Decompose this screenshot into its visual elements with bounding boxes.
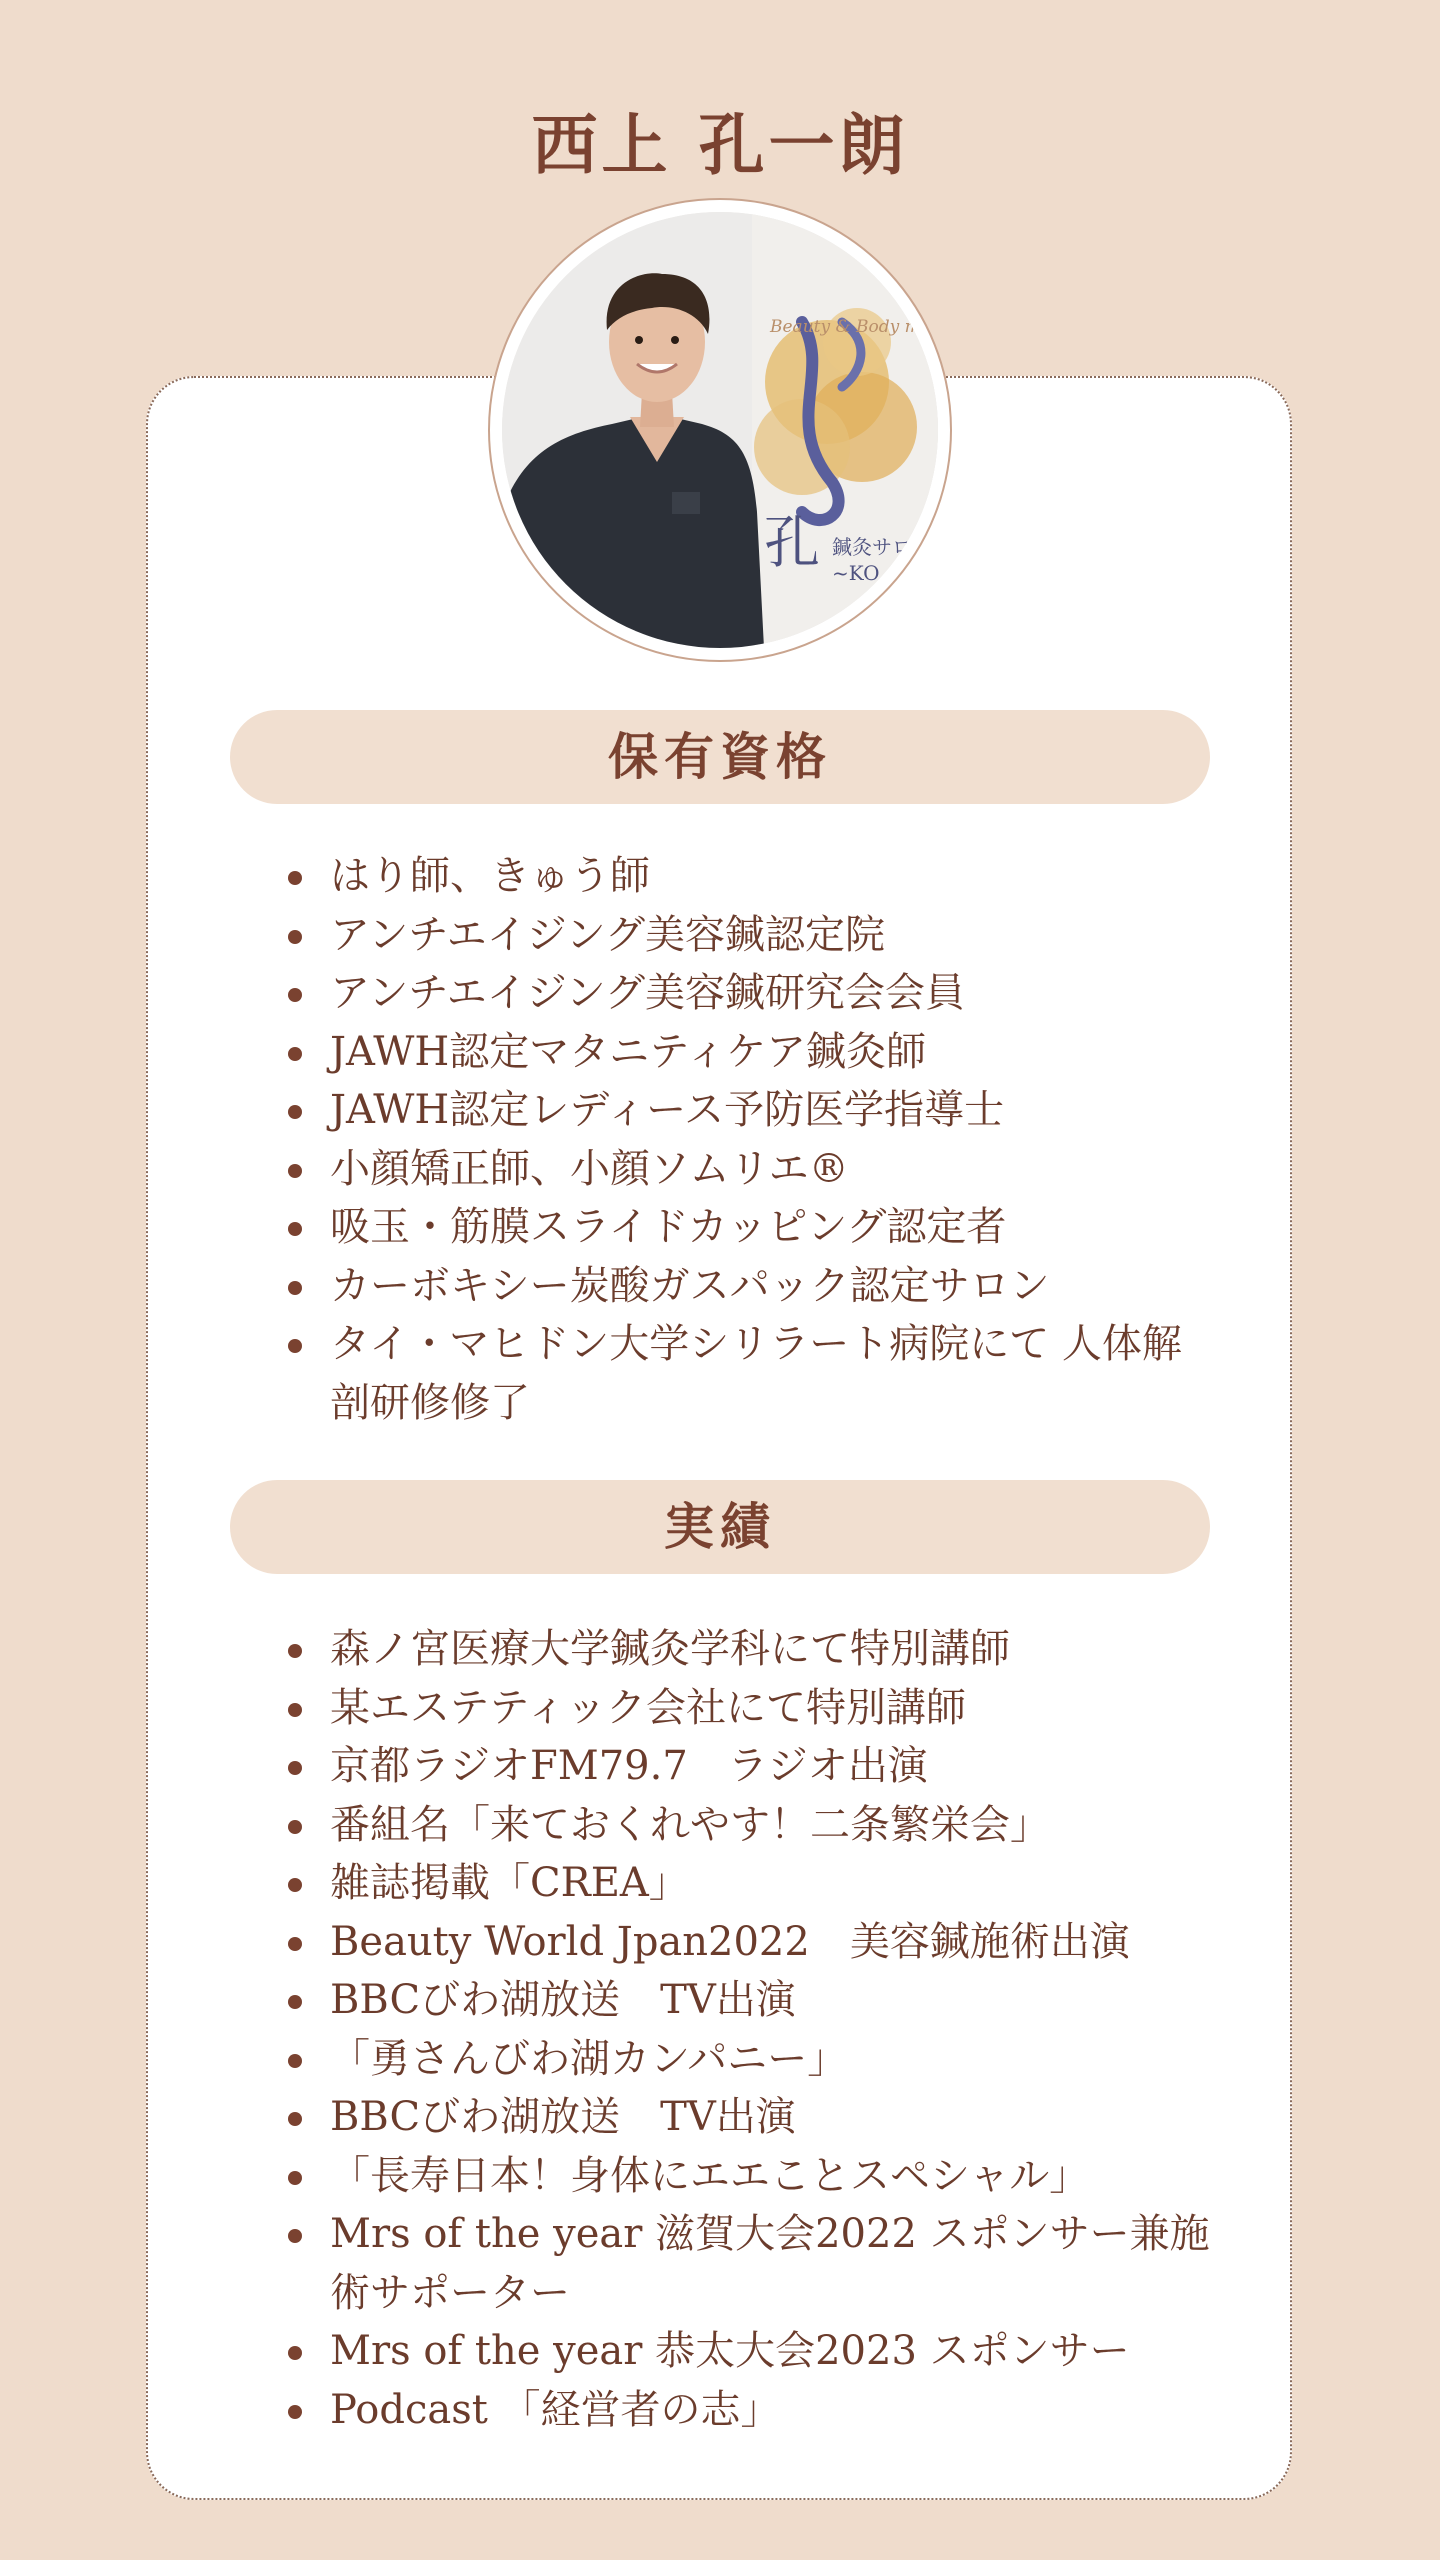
list-item: 某エステティック会社にて特別講師 xyxy=(330,1679,1210,1738)
qualifications-heading: 保有資格 xyxy=(230,710,1210,804)
achievements-heading: 実績 xyxy=(230,1480,1210,1574)
list-item: アンチエイジング美容鍼認定院 xyxy=(330,906,1210,965)
list-item: BBCびわ湖放送 TV出演 xyxy=(330,2088,1210,2147)
list-item: JAWH認定マタニティケア鍼灸師 xyxy=(330,1023,1210,1082)
list-item: タイ・マヒドン大学シリラート病院にて 人体解剖研修修了 xyxy=(330,1315,1210,1432)
list-item: 「勇さんびわ湖カンパニー」 xyxy=(330,2030,1210,2089)
list-item: BBCびわ湖放送 TV出演 xyxy=(330,1971,1210,2030)
logo-kanji: 孔 xyxy=(764,511,820,576)
logo-subtext-2: ~KO xyxy=(832,561,880,585)
page-title: 西上 孔一朗 xyxy=(531,106,909,184)
list-item: Mrs of the year 恭太大会2023 スポンサー xyxy=(330,2322,1210,2381)
list-item: Beauty World Jpan2022 美容鍼施術出演 xyxy=(330,1913,1210,1972)
list-item: 「長寿日本！身体にエエことスペシャル」 xyxy=(330,2147,1210,2206)
list-item: 京都ラジオFM79.7 ラジオ出演 xyxy=(330,1737,1210,1796)
list-item: はり師、きゅう師 xyxy=(330,847,1210,906)
list-item: Mrs of the year 滋賀大会2022 スポンサー兼施術サポーター xyxy=(330,2205,1210,2322)
list-item: カーボキシー炭酸ガスパック認定サロン xyxy=(330,1257,1210,1316)
achievements-list xyxy=(330,1620,1210,2439)
list-item: 雑誌掲載「CREA」 xyxy=(330,1854,1210,1913)
list-item: 吸玉・筋膜スライドカッピング認定者 xyxy=(330,1198,1210,1257)
list-item: Podcast 「経営者の志」 xyxy=(330,2381,1210,2440)
logo-subtext: 鍼灸サロ xyxy=(832,535,912,559)
avatar xyxy=(502,212,938,648)
logo-wordmark: Beauty & Body m xyxy=(770,317,921,337)
list-item: アンチエイジング美容鍼研究会会員 xyxy=(330,964,1210,1023)
list-item: JAWH認定レディース予防医学指導士 xyxy=(330,1081,1210,1140)
list-item: 番組名「来ておくれやす！二条繁栄会」 xyxy=(330,1796,1210,1855)
list-item: 小顔矯正師、小顔ソムリエ® xyxy=(330,1140,1210,1199)
list-item: 森ノ宮医療大学鍼灸学科にて特別講師 xyxy=(330,1620,1210,1679)
qualifications-list xyxy=(330,847,1210,1432)
profile-photo xyxy=(502,212,938,648)
